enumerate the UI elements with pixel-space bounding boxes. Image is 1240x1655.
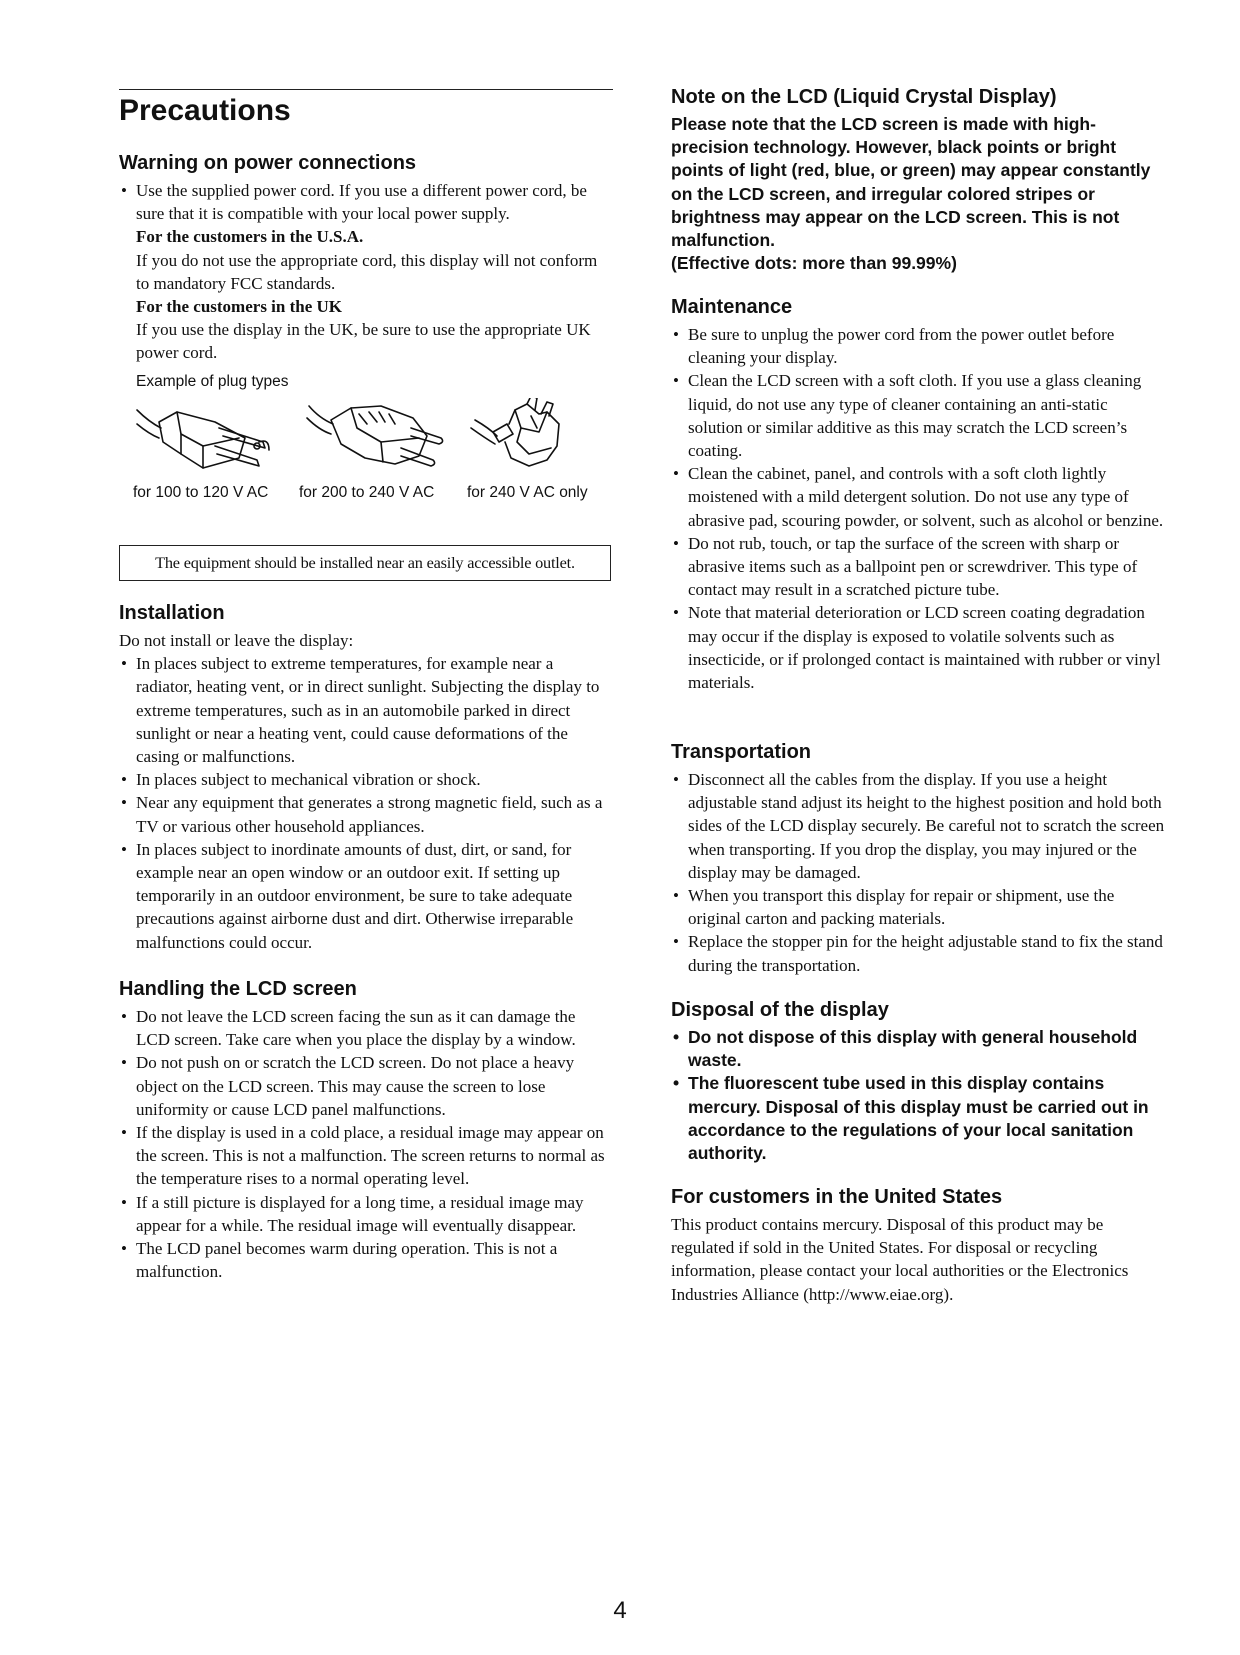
plug-caption: Example of plug types (136, 372, 289, 390)
list-item: • Do not rub, touch, or tap the surface of the screen with sharp or abrasive items such as a ballpoint pen or screwdriver. This type of contact may result in a scratched picture tube. (671, 532, 1165, 602)
installation-list (119, 652, 613, 954)
uk-text: If you use the display in the UK, be sure to use the appropriate UK power cord. (136, 320, 591, 363)
list-item: • In places subject to inordinate amounts of dust, dirt, or sand, for example near an open window or an outdoor exit. If setting up temporarily in an outdoor environment, be sure to take adequate precautions against airborne dust and dirt. Otherwise irreparable malfunctions could occur. (119, 838, 613, 954)
maintenance-heading: Maintenance (671, 296, 793, 318)
effective-dots: (Effective dots: more than 99.99%) (671, 253, 957, 274)
handling-list (119, 1005, 613, 1283)
list-item: • Do not dispose of this display with general household waste. (671, 1026, 1165, 1072)
list-item: • If the display is used in a cold place, a residual image may appear on the screen. This is not a malfunction. The screen returns to normal as the temperature rises to a normal operating level. (119, 1121, 613, 1191)
list-item: • When you transport this display for repair or shipment, use the original carton and packing materials. (671, 884, 1165, 930)
uk-plug-icon (471, 398, 559, 466)
handling-section (119, 976, 613, 1283)
power-bullet: • Use the supplied power cord. If you use a different power cord, be sure that it is compatible with your local power supply. (119, 179, 613, 225)
plug-types-illustration (119, 398, 613, 478)
lcd-note-heading: Note on the LCD (Liquid Crystal Display) (671, 86, 1057, 108)
list-item: • The LCD panel becomes warm during operation. This is not a malfunction. (119, 1237, 613, 1283)
us-customers-section (671, 1184, 1165, 1306)
transportation-section (671, 739, 1165, 977)
left-column (119, 0, 613, 1655)
power-section (119, 150, 613, 393)
list-item: • Do not leave the LCD screen facing the sun as it can damage the LCD screen. Take care when you place the display by a window. (119, 1005, 613, 1051)
plug-label-euro: for 200 to 240 V AC (299, 484, 435, 501)
installation-heading: Installation (119, 602, 225, 624)
list-item: • The fluorescent tube used in this display contains mercury. Disposal of this display must be carried out in accordance to the regulations of your local sanitation authority. (671, 1072, 1165, 1165)
plug-label-uk: for 240 V AC only (467, 484, 588, 501)
handling-heading: Handling the LCD screen (119, 978, 357, 1000)
list-item: • In places subject to extreme temperatures, for example near a radiator, heating vent, or in direct sunlight. Subjecting the display to extreme temperatures, such as in an automobile parked in direct sunlight or near a heating vent, could cause deformations of the casing or malfunctions. (119, 652, 613, 768)
list-item: • Clean the cabinet, panel, and controls with a soft cloth lightly moistened with a mild detergent solution. Do not use any type of abrasive pad, scouring powder, or solvent, such as alcohol or benzine. (671, 462, 1165, 532)
disposal-heading: Disposal of the display (671, 999, 889, 1021)
list-item: • Note that material deterioration or LCD screen coating degradation may occur if the display is exposed to volatile solvents such as insecticide, or if prolonged contact is maintained with rubber or vinyl materials. (671, 601, 1165, 694)
disposal-list (671, 1026, 1165, 1165)
installation-intro: Do not install or leave the display: (119, 631, 354, 650)
us-plug-icon (137, 410, 269, 468)
list-item: • Replace the stopper pin for the height adjustable stand to fix the stand during the transportation. (671, 930, 1165, 976)
page-number: 4 (613, 1597, 627, 1624)
euro-plug-icon (307, 406, 443, 466)
us-customers-heading: For customers in the United States (671, 1186, 1003, 1208)
transportation-list (671, 768, 1165, 977)
plug-label-us: for 100 to 120 V AC (133, 484, 269, 501)
usa-text: If you do not use the appropriate cord, this display will not conform to mandatory FCC standards. (136, 250, 598, 293)
page-title: Precautions (119, 94, 291, 127)
list-item: • Clean the LCD screen with a soft cloth. If you use a glass cleaning liquid, do not use any type of cleaner containing an anti-static solution or similar additive as this may scratch the LCD screen’s coating. (671, 369, 1165, 462)
usa-heading: For the customers in the U.S.A. (136, 227, 364, 247)
list-item: • If a still picture is displayed for a long time, a residual image may appear for a while. The residual image will eventually disappear. (119, 1191, 613, 1237)
uk-heading: For the customers in the UK (136, 297, 343, 317)
disposal-section (671, 997, 1165, 1165)
list-item: • Near any equipment that generates a strong magnetic field, such as a TV or various other household appliances. (119, 791, 613, 837)
us-customers-text: This product contains mercury. Disposal of this product may be regulated if sold in the United States. For disposal or recycling information, please contact your local authorities or the Electronics Industries Alliance (http://www.eiae.org). (671, 1215, 1129, 1304)
list-item: • Disconnect all the cables from the display. If you use a height adjustable stand adjust its height to the highest position and hold both sides of the LCD display securely. Be careful not to scratch the screen when transporting. If you drop the display, you may injured or the display may be damaged. (671, 768, 1165, 884)
right-column (671, 0, 1165, 1655)
list-item: • Do not push on or scratch the LCD screen. Do not place a heavy object on the LCD screen. This may cause the screen to lose uniformity or cause LCD panel malfunctions. (119, 1051, 613, 1121)
list-item: • In places subject to mechanical vibration or shock. (119, 768, 613, 791)
maintenance-section (671, 294, 1165, 694)
installation-section (119, 600, 613, 954)
transportation-heading: Transportation (671, 741, 812, 763)
power-heading: Warning on power connections (119, 152, 417, 174)
maintenance-list (671, 323, 1165, 694)
lcd-note-text: Please note that the LCD screen is made with high-precision technology. However, black points or bright points of light (red, blue, or green) may appear constantly on the LCD screen, and irregular colored stripes or brightness may appear on the LCD screen. This is not malfunction. (671, 114, 1151, 251)
outlet-notice-box: The equipment should be installed near an easily accessible outlet. (119, 545, 611, 581)
list-item: • Be sure to unplug the power cord from the power outlet before cleaning your display. (671, 323, 1165, 369)
lcd-note-section (671, 84, 1165, 275)
